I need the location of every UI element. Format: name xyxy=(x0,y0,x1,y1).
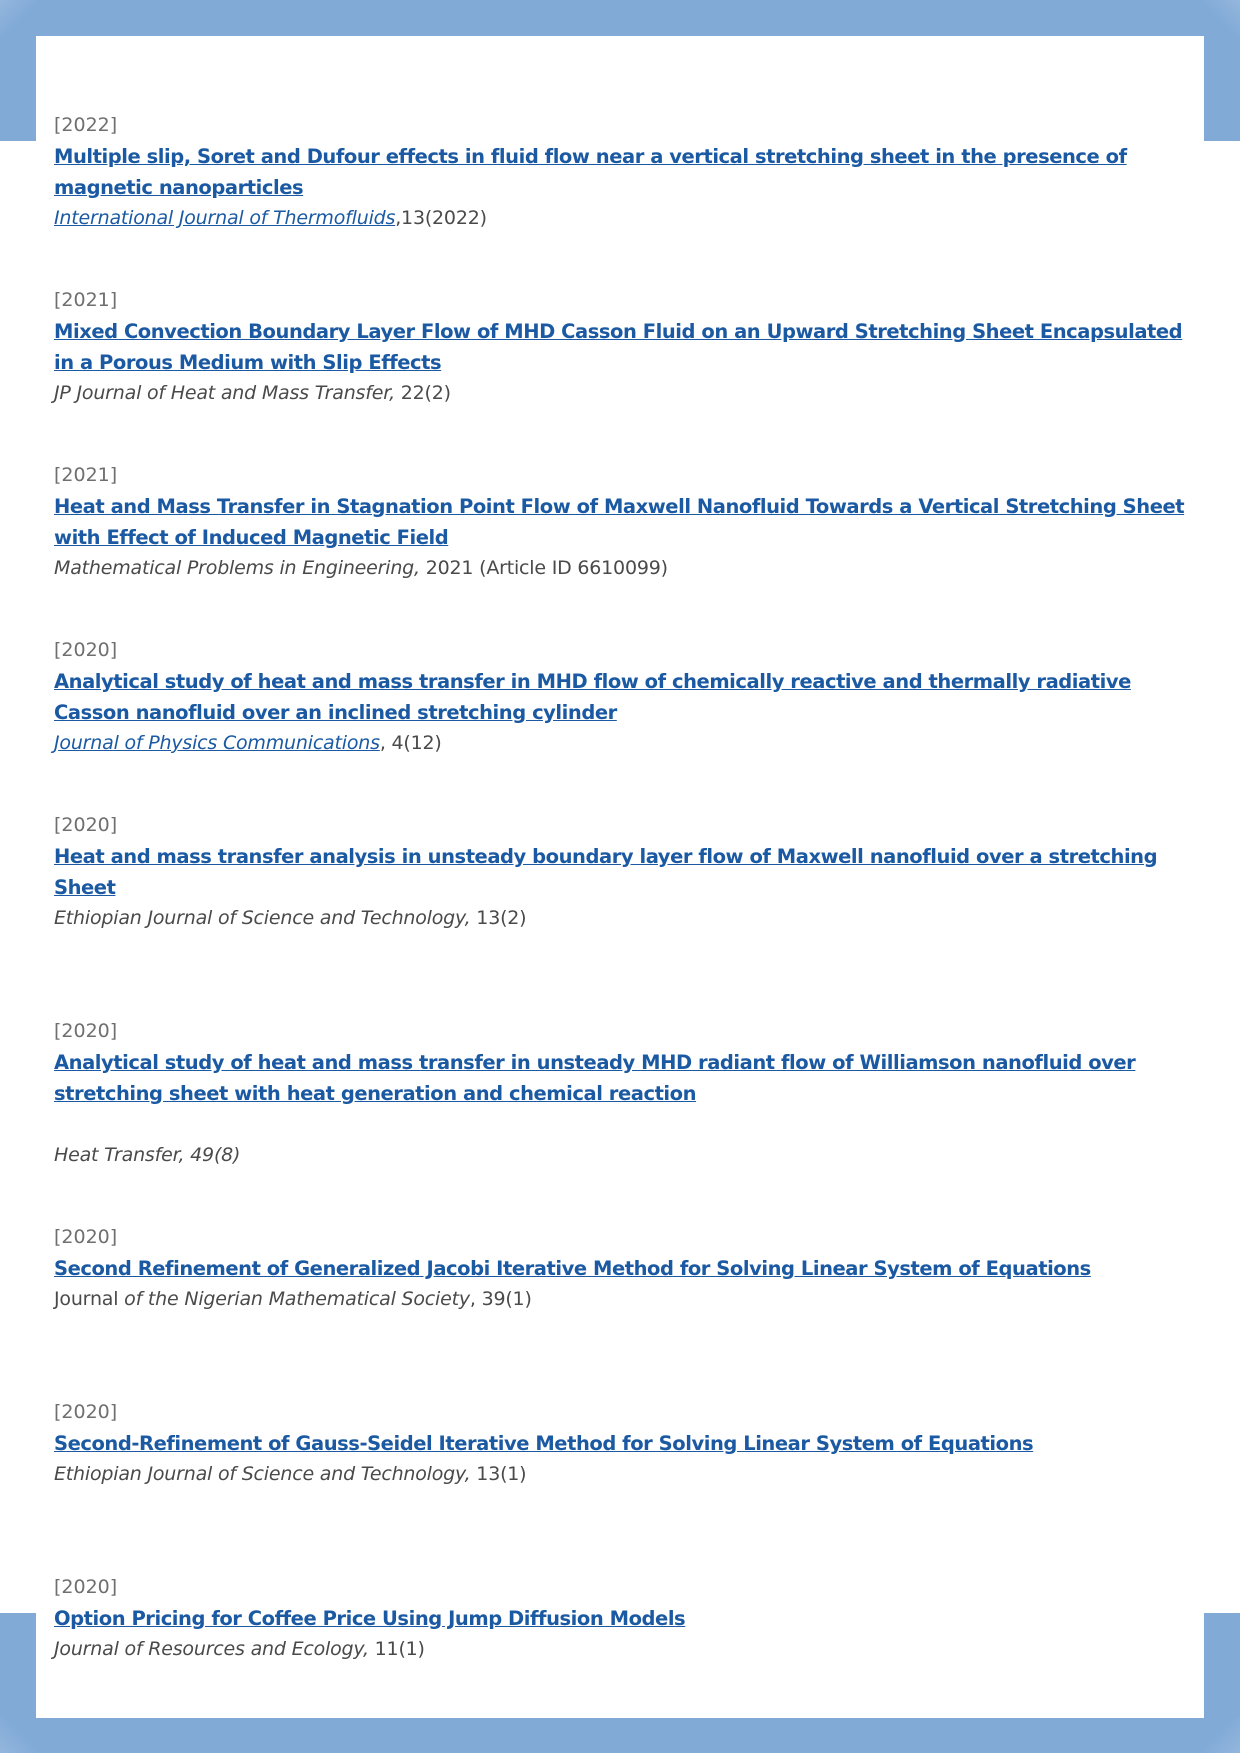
publication-year: [2020] xyxy=(54,1020,118,1042)
publication-page xyxy=(36,36,1204,1718)
publication-year: [2020] xyxy=(54,639,118,661)
publication-title-link[interactable]: Mixed Convection Boundary Layer Flow of MHD Casson Fluid on an Upward Stretching Sheet Encapsulated in a Porous Medium with Slip Effects xyxy=(54,320,1183,374)
publication-title-link[interactable]: Multiple slip, Soret and Dufour effects in fluid flow near a vertical stretching sheet in the presence of magnetic nanoparticles xyxy=(54,145,1127,199)
journal-name: Heat Transfer, xyxy=(54,1144,185,1166)
publication-title-link[interactable]: Second Refinement of Generalized Jacobi Iterative Method for Solving Linear System of Equations xyxy=(54,1257,1091,1280)
publication-year: [2021] xyxy=(54,289,118,311)
publication-entry xyxy=(54,1572,1204,1665)
journal-name: Ethiopian Journal of Science and Technology, xyxy=(54,907,471,929)
publication-venue xyxy=(54,203,1204,234)
publication-year: [2020] xyxy=(54,1401,118,1423)
publication-venue xyxy=(54,553,1204,584)
frame-corner-bottom-left xyxy=(0,1717,36,1753)
publication-entry xyxy=(54,110,1204,234)
publication-entry xyxy=(54,285,1204,409)
publication-year: [2020] xyxy=(54,1226,118,1248)
publication-year: [2022] xyxy=(54,114,118,136)
journal-name: JP Journal of Heat and Mass Transfer, xyxy=(54,382,395,404)
journal-details: 22(2) xyxy=(394,382,451,404)
publication-title-link[interactable]: Heat and mass transfer analysis in unsteady boundary layer flow of Maxwell nanofluid over a stretching Sheet xyxy=(54,845,1158,899)
publication-entry xyxy=(54,1397,1204,1490)
entry-spacer xyxy=(54,1109,1204,1140)
publication-venue xyxy=(54,728,1204,759)
journal-prefix: Journal xyxy=(54,1288,119,1310)
publication-entry xyxy=(54,1016,1204,1171)
publication-entry xyxy=(54,635,1204,759)
journal-details: , 39(1) xyxy=(469,1288,532,1310)
journal-name-link[interactable]: Journal of Physics Communications xyxy=(54,732,380,754)
publication-venue xyxy=(54,1140,1204,1171)
journal-details: ,13(2022) xyxy=(395,207,487,229)
publication-entry xyxy=(54,810,1204,934)
frame-side-right xyxy=(1204,141,1240,1613)
frame-corner-top-right xyxy=(1204,0,1240,36)
publication-year: [2021] xyxy=(54,464,118,486)
journal-name: Mathematical Problems in Engineering, xyxy=(54,557,420,579)
journal-name: Ethiopian Journal of Science and Technology, xyxy=(54,1463,471,1485)
journal-details: 13(2) xyxy=(470,907,527,929)
publication-entry xyxy=(54,1222,1204,1315)
journal-details: 2021 (Article ID 6610099) xyxy=(419,557,668,579)
journal-name: Journal of Resources and Ecology, xyxy=(54,1638,369,1660)
frame-corner-bottom-right xyxy=(1204,1717,1240,1753)
publication-title-link[interactable]: Analytical study of heat and mass transfer in MHD flow of chemically reactive and thermally radiative Casson nanofluid over an inclined stretching cylinder xyxy=(54,670,1131,724)
frame-corner-top-left xyxy=(0,0,36,36)
publication-venue xyxy=(54,1634,1204,1665)
publication-year: [2020] xyxy=(54,1576,118,1598)
publication-title-link[interactable]: Analytical study of heat and mass transfer in unsteady MHD radiant flow of Williamson nanofluid over stretching sheet with heat generation and chemical reaction xyxy=(54,1051,1136,1105)
publication-venue xyxy=(54,903,1204,934)
journal-details: 11(1) xyxy=(368,1638,425,1660)
publication-venue xyxy=(54,1284,1204,1315)
frame-side-left xyxy=(0,141,36,1613)
publication-year: [2020] xyxy=(54,814,118,836)
publication-entry xyxy=(54,460,1204,584)
journal-name-link[interactable]: International Journal of Thermofluids xyxy=(54,207,396,229)
journal-details: 49(8) xyxy=(184,1144,241,1166)
publication-title-link[interactable]: Second-Refinement of Gauss-Seidel Iterative Method for Solving Linear System of Equations xyxy=(54,1432,1034,1455)
journal-details: , 4(12) xyxy=(379,732,442,754)
publication-title-link[interactable]: Heat and Mass Transfer in Stagnation Point Flow of Maxwell Nanofluid Towards a Vertical Stretching Sheet with Effect of Induced Magnetic Field xyxy=(54,495,1185,549)
journal-name: of the Nigerian Mathematical Society xyxy=(118,1288,470,1310)
publication-venue xyxy=(54,1459,1204,1490)
journal-details: 13(1) xyxy=(470,1463,527,1485)
publication-venue xyxy=(54,378,1204,409)
publication-title-link[interactable]: Option Pricing for Coffee Price Using Jump Diffusion Models xyxy=(54,1607,686,1630)
